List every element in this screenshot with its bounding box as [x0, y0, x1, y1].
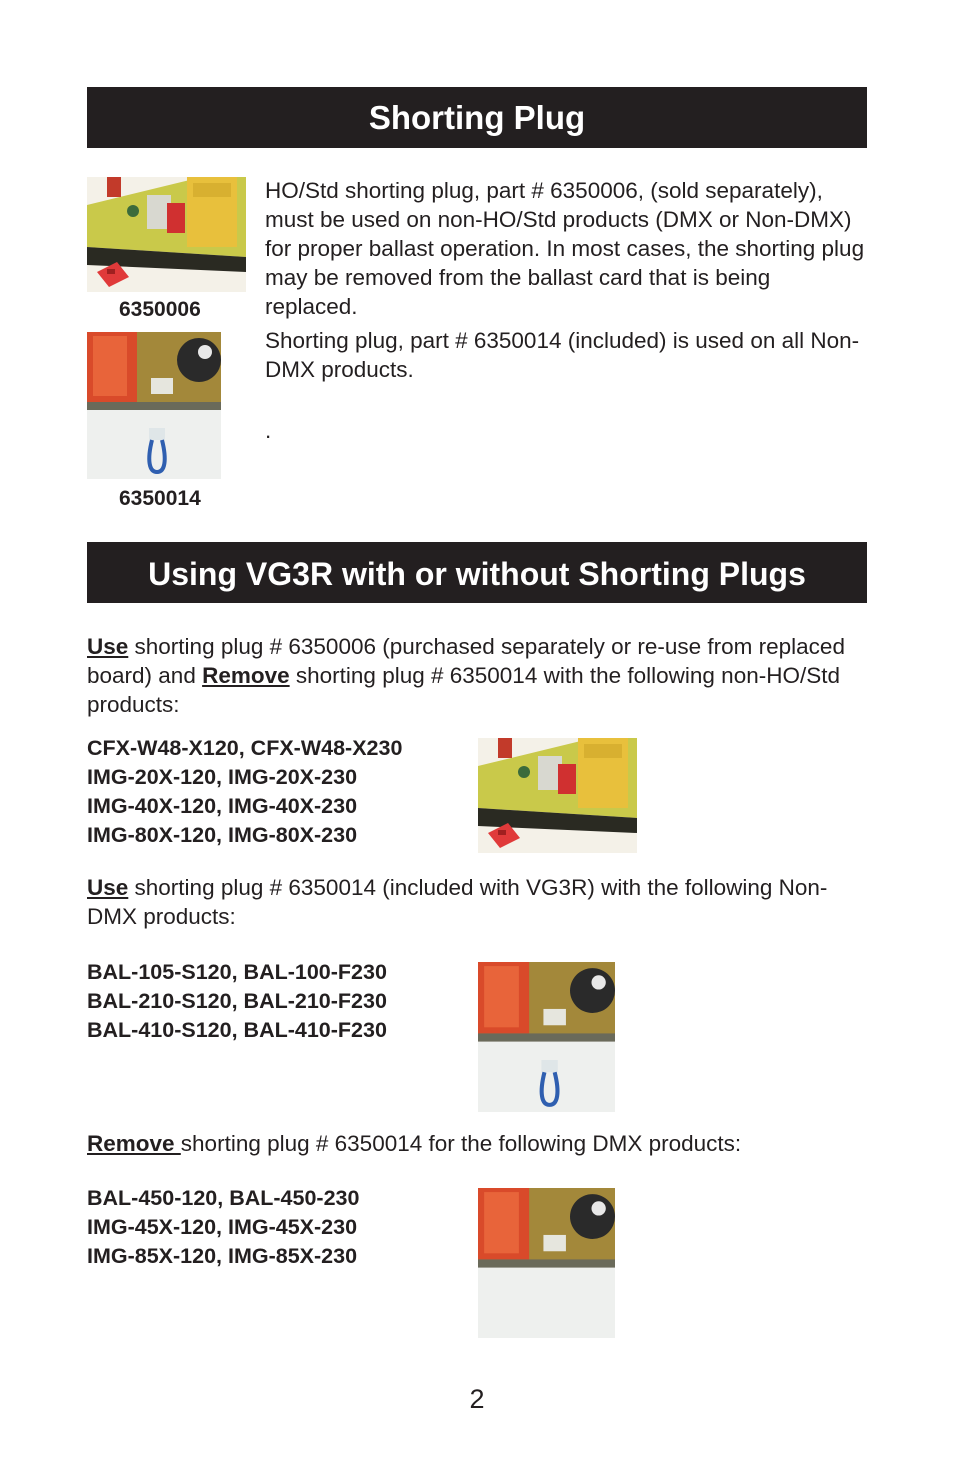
page-number: 2 — [469, 1384, 485, 1414]
model-line: IMG-80X-120, IMG-80X-230 — [87, 823, 358, 847]
model-line: IMG-40X-120, IMG-40X-230 — [87, 794, 358, 818]
caption-6350014: 6350014 — [119, 487, 201, 510]
non-dmx-model-list — [87, 958, 387, 1045]
section-title-using-vg3r: Using VG3R with or without Shorting Plugs — [87, 542, 867, 603]
use-6350006-text: shorting plug # 6350006 (purchased separately or re-use from replaced board) and — [87, 634, 845, 688]
model-line: BAL-410-S120, BAL-410-F230 — [87, 1018, 387, 1042]
plug-6350006-photo — [87, 177, 246, 292]
shorting-plug-paragraph-2: Shorting plug, part # 6350014 (included) is used on all Non-DMX products. — [265, 328, 860, 382]
use-keyword: Use — [87, 875, 129, 900]
use-6350006-paragraph — [87, 632, 867, 719]
plug-6350006-photo-2 — [478, 738, 637, 853]
model-line: CFX-W48-X120, CFX-W48-X230 — [87, 736, 403, 760]
non-ho-model-list — [87, 734, 402, 850]
use-6350014-text: shorting plug # 6350014 (included with VG3R) with the following Non-DMX products: — [87, 875, 828, 929]
caption-6350006: 6350006 — [119, 298, 201, 321]
stray-period: . — [265, 418, 272, 443]
model-line: BAL-450-120, BAL-450-230 — [87, 1186, 360, 1210]
model-line: BAL-105-S120, BAL-100-F230 — [87, 960, 387, 984]
remove-keyword: Remove — [202, 663, 290, 688]
use-keyword: Use — [87, 634, 129, 659]
board-without-plug-photo — [478, 1188, 615, 1338]
remove-6350014-text: shorting plug # 6350014 for the following DMX products: — [180, 1131, 742, 1156]
model-line: IMG-45X-120, IMG-45X-230 — [87, 1215, 358, 1239]
remove-6350014-paragraph — [87, 1129, 867, 1158]
model-line: BAL-210-S120, BAL-210-F230 — [87, 989, 387, 1013]
plug-6350014-photo — [87, 332, 221, 479]
dmx-model-list — [87, 1184, 359, 1271]
use-6350014-paragraph — [87, 873, 867, 931]
remove-keyword: Remove — [87, 1131, 181, 1156]
shorting-plug-paragraph-1: HO/Std shorting plug, part # 6350006, (sold separately), must be used on non-HO/Std products (DMX or Non-DMX) for proper ballast operation. In most cases, the shorting plug may be removed from the ballast card that is being replaced. — [265, 178, 865, 319]
model-line: IMG-85X-120, IMG-85X-230 — [87, 1244, 358, 1268]
section-title-shorting-plug: Shorting Plug — [87, 87, 867, 148]
plug-6350014-photo-2 — [478, 962, 615, 1112]
model-line: IMG-20X-120, IMG-20X-230 — [87, 765, 358, 789]
remove-6350014-text: shorting plug # 6350014 with the following non-HO/Std products: — [87, 663, 840, 717]
